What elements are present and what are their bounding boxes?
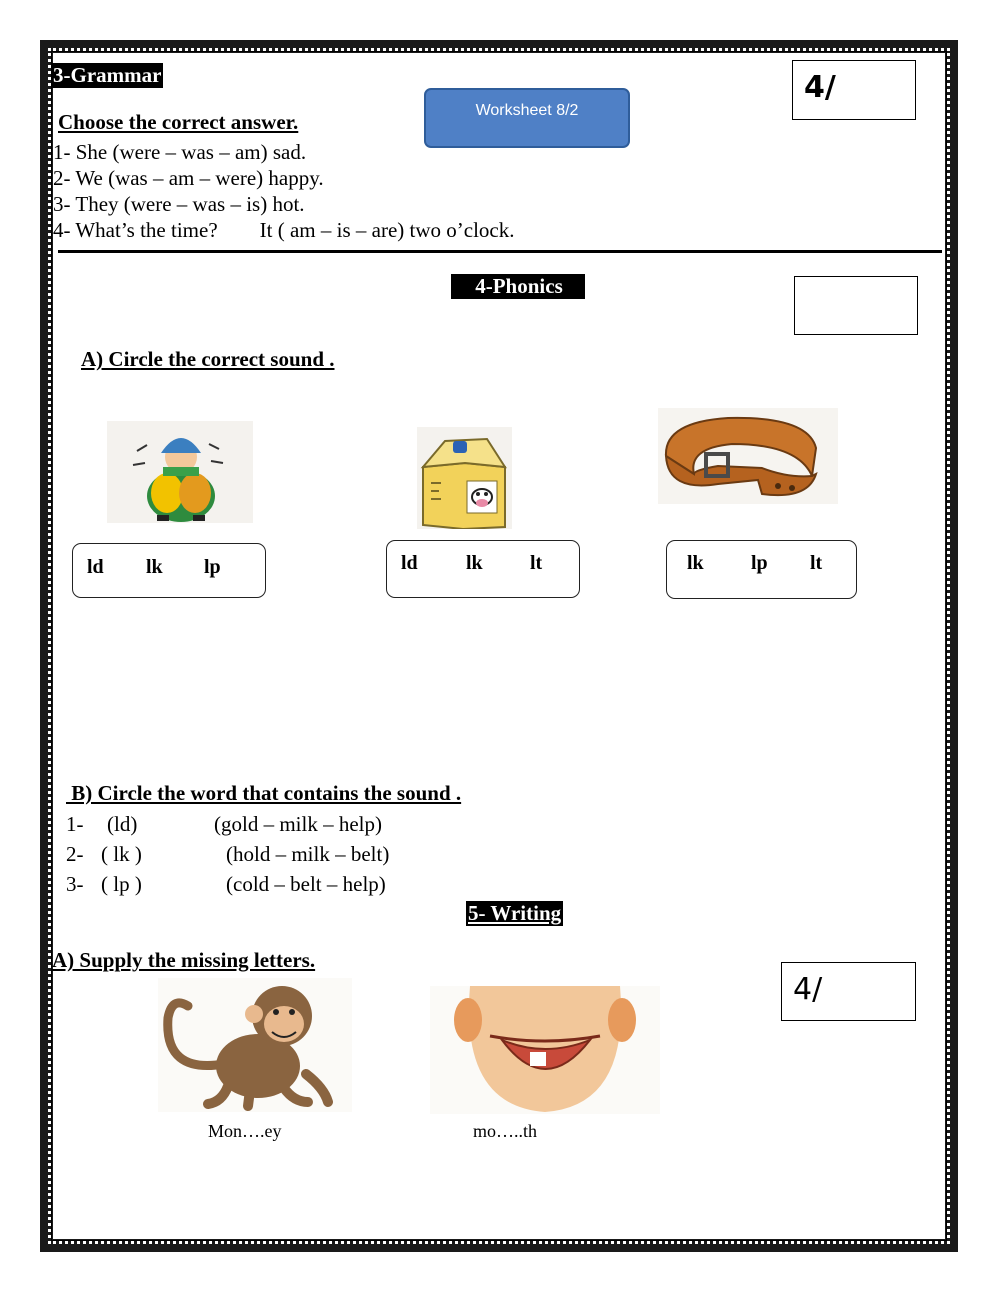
phonics-b-instruction: B) Circle the word that contains the sound . xyxy=(66,781,462,805)
phonics-b-sound-2: ( lk ) xyxy=(101,842,142,866)
phonics-b-num-2: 2- xyxy=(66,842,84,866)
phonics-b-words-2[interactable]: (hold – milk – belt) xyxy=(226,842,390,866)
sound-choice-box-2 xyxy=(386,540,580,598)
grammar-score: 4/ xyxy=(804,70,836,105)
grammar-item-4: 4- What’s the time? It ( am – is – are) two o’clock. xyxy=(53,218,515,242)
monkey-picture xyxy=(158,978,352,1112)
section-divider xyxy=(58,250,942,253)
sound-option[interactable]: lp xyxy=(204,556,221,578)
grammar-score-box[interactable] xyxy=(792,60,916,120)
writing-header: 5- Writing xyxy=(468,901,562,925)
sound-option[interactable]: ld xyxy=(401,552,418,574)
sound-option[interactable]: lt xyxy=(810,552,823,574)
sound-choice-box-1 xyxy=(72,543,266,598)
writing-a-instruction: A) Supply the missing letters. xyxy=(52,948,316,972)
grammar-item-2: 2- We (was – am – were) happy. xyxy=(53,166,324,190)
writing-score-box[interactable] xyxy=(781,962,916,1021)
phonics-b-sound-1: (ld) xyxy=(107,812,138,836)
sound-option[interactable]: lk xyxy=(466,552,483,574)
sound-option[interactable]: ld xyxy=(87,556,104,578)
mouth-picture xyxy=(430,986,660,1114)
phonics-a-instruction: A) Circle the correct sound . xyxy=(81,347,335,371)
phonics-header: 4-Phonics xyxy=(451,274,585,299)
phonics-b-num-3: 3- xyxy=(66,872,84,896)
writing-score: 4/ xyxy=(793,972,823,1007)
phonics-b-words-1[interactable]: (gold – milk – help) xyxy=(214,812,382,836)
cold-child-picture xyxy=(107,421,253,523)
milk-carton-picture xyxy=(417,427,512,529)
phonics-b-sound-3: ( lp ) xyxy=(101,872,142,896)
sound-option[interactable]: lt xyxy=(530,552,543,574)
grammar-header: 3-Grammar xyxy=(53,63,162,87)
sound-option[interactable]: lk xyxy=(687,552,704,574)
phonics-b-words-3[interactable]: (cold – belt – help) xyxy=(226,872,386,896)
phonics-score-box[interactable] xyxy=(794,276,918,335)
phonics-b-num-1: 1- xyxy=(66,812,84,836)
belt-picture xyxy=(658,408,838,504)
worksheet-badge: Worksheet 8/2 xyxy=(424,88,630,148)
mouth-caption[interactable]: mo…..th xyxy=(473,1121,538,1141)
grammar-item-3: 3- They (were – was – is) hot. xyxy=(53,192,305,216)
monkey-caption[interactable]: Mon….ey xyxy=(208,1121,282,1141)
sound-option[interactable]: lp xyxy=(751,552,768,574)
grammar-instruction: Choose the correct answer. xyxy=(58,110,299,134)
grammar-item-1: 1- She (were – was – am) sad. xyxy=(53,140,307,164)
sound-option[interactable]: lk xyxy=(146,556,163,578)
sound-choice-box-3 xyxy=(666,540,857,599)
